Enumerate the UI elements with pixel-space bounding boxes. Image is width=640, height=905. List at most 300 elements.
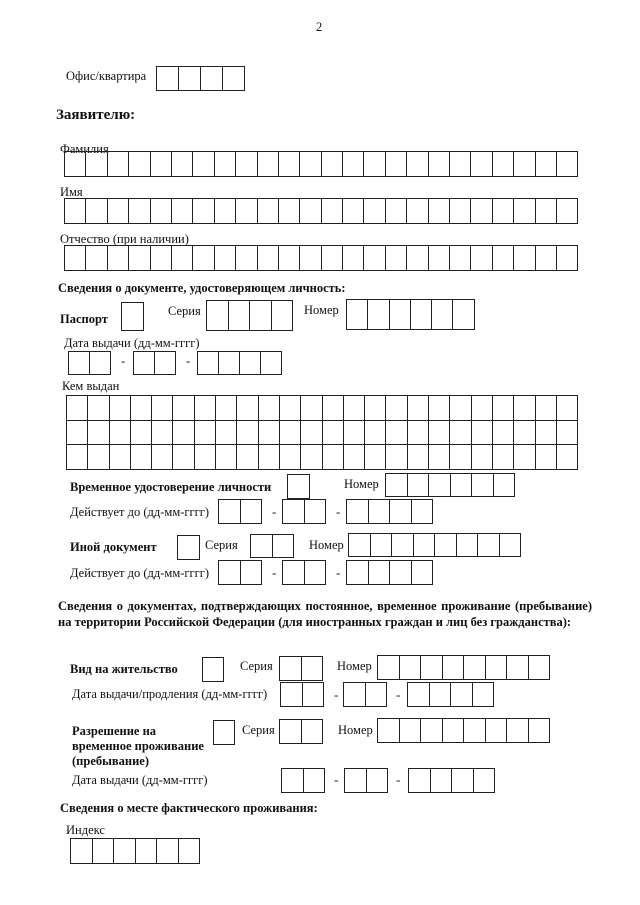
input-cell[interactable] — [201, 67, 223, 91]
input-cell[interactable] — [152, 421, 173, 446]
input-cell[interactable] — [323, 445, 344, 470]
input-cell[interactable] — [152, 396, 173, 421]
input-cell[interactable] — [408, 421, 429, 446]
input-cell[interactable] — [431, 769, 453, 793]
other-doc-checkbox[interactable] — [177, 535, 200, 560]
input-cell[interactable] — [304, 769, 326, 793]
input-cell[interactable] — [300, 152, 321, 177]
input-cell[interactable] — [464, 719, 486, 743]
input-cell[interactable] — [300, 246, 321, 271]
input-cell[interactable] — [347, 561, 369, 585]
input-cell[interactable] — [344, 396, 365, 421]
input-cell[interactable] — [529, 719, 551, 743]
input-cell[interactable] — [88, 396, 109, 421]
input-cell[interactable] — [258, 246, 279, 271]
page-number: 2 — [316, 20, 323, 34]
input-cell[interactable] — [407, 246, 428, 271]
input-cell[interactable] — [344, 445, 365, 470]
input-cell[interactable] — [429, 152, 450, 177]
input-cell[interactable] — [478, 534, 500, 557]
input-cell[interactable] — [301, 445, 322, 470]
input-cell[interactable] — [193, 199, 214, 224]
input-cell[interactable] — [129, 199, 150, 224]
temp-residence-date-day[interactable] — [281, 768, 325, 793]
input-cell[interactable] — [90, 352, 111, 375]
input-cell[interactable] — [421, 656, 443, 680]
input-cell[interactable] — [365, 396, 386, 421]
input-cell[interactable] — [364, 199, 385, 224]
residence-permit-date-year[interactable] — [407, 682, 494, 707]
input-cell[interactable] — [216, 396, 237, 421]
input-cell[interactable] — [195, 421, 216, 446]
input-cell[interactable] — [386, 474, 408, 497]
input-cell[interactable] — [557, 246, 578, 271]
input-cell[interactable] — [282, 769, 304, 793]
input-cell[interactable] — [110, 445, 131, 470]
input-cell[interactable] — [386, 396, 407, 421]
input-cell[interactable] — [493, 199, 514, 224]
input-cell[interactable] — [514, 246, 535, 271]
input-cell[interactable] — [414, 534, 436, 557]
input-cell[interactable] — [323, 396, 344, 421]
input-cell[interactable] — [261, 352, 282, 375]
input-cell[interactable] — [301, 421, 322, 446]
input-cell[interactable] — [216, 445, 237, 470]
input-cell[interactable] — [129, 152, 150, 177]
index-input[interactable] — [70, 838, 200, 864]
input-cell[interactable] — [386, 199, 407, 224]
input-cell[interactable] — [536, 246, 557, 271]
other-doc-series-input[interactable] — [250, 534, 294, 558]
input-cell[interactable] — [378, 719, 400, 743]
id-doc-heading: Сведения о документе, удостоверяющем личность: — [58, 281, 346, 295]
input-cell[interactable] — [157, 67, 179, 91]
input-cell[interactable] — [237, 445, 258, 470]
input-cell[interactable] — [366, 683, 388, 707]
input-cell[interactable] — [557, 152, 578, 177]
input-cell[interactable] — [471, 199, 492, 224]
input-cell[interactable] — [536, 421, 557, 446]
input-cell[interactable] — [229, 301, 251, 331]
input-cell[interactable] — [122, 303, 144, 331]
input-cell[interactable] — [529, 656, 551, 680]
input-cell[interactable] — [407, 152, 428, 177]
input-cell[interactable] — [343, 199, 364, 224]
input-cell[interactable] — [279, 152, 300, 177]
input-cell[interactable] — [241, 500, 263, 524]
input-cell[interactable] — [400, 719, 422, 743]
input-cell[interactable] — [378, 656, 400, 680]
input-cell[interactable] — [67, 396, 88, 421]
passport-label: Паспорт — [60, 312, 108, 326]
input-cell[interactable] — [280, 421, 301, 446]
residence-permit-number-input[interactable] — [377, 655, 550, 680]
input-cell[interactable] — [429, 199, 450, 224]
input-cell[interactable] — [110, 396, 131, 421]
passport-series-input[interactable] — [206, 300, 293, 331]
input-cell[interactable] — [65, 246, 86, 271]
input-cell[interactable] — [173, 445, 194, 470]
temp-residence-date-month[interactable] — [344, 768, 388, 793]
input-cell[interactable] — [429, 396, 450, 421]
input-cell[interactable] — [215, 199, 236, 224]
input-cell[interactable] — [259, 421, 280, 446]
input-cell[interactable] — [344, 683, 366, 707]
input-cell[interactable] — [412, 561, 434, 585]
input-cell[interactable] — [203, 658, 224, 682]
input-cell[interactable] — [392, 534, 414, 557]
input-cell[interactable] — [151, 199, 172, 224]
input-cell[interactable] — [280, 396, 301, 421]
input-cell[interactable] — [258, 152, 279, 177]
input-cell[interactable] — [493, 246, 514, 271]
input-cell[interactable] — [273, 535, 295, 558]
input-cell[interactable] — [302, 720, 324, 744]
input-cell[interactable] — [131, 445, 152, 470]
input-cell[interactable] — [172, 152, 193, 177]
input-cell[interactable] — [236, 246, 257, 271]
input-cell[interactable] — [472, 474, 494, 497]
input-cell[interactable] — [369, 500, 391, 524]
input-cell[interactable] — [281, 683, 303, 707]
name-label: Имя — [60, 185, 83, 199]
temp-id-valid-day[interactable] — [218, 499, 262, 524]
input-cell[interactable] — [443, 719, 465, 743]
input-cell[interactable] — [429, 445, 450, 470]
input-cell[interactable] — [215, 152, 236, 177]
input-cell[interactable] — [279, 199, 300, 224]
input-cell[interactable] — [457, 534, 479, 557]
input-cell[interactable] — [452, 769, 474, 793]
input-cell[interactable] — [408, 683, 430, 707]
input-cell[interactable] — [131, 421, 152, 446]
input-cell[interactable] — [471, 246, 492, 271]
issued-by-input[interactable] — [66, 395, 578, 470]
input-cell[interactable] — [305, 561, 327, 585]
temp-residence-series-input[interactable] — [279, 719, 323, 744]
input-cell[interactable] — [412, 500, 434, 524]
input-cell[interactable] — [88, 445, 109, 470]
input-cell[interactable] — [386, 445, 407, 470]
input-cell[interactable] — [250, 301, 272, 331]
input-cell[interactable] — [86, 152, 107, 177]
input-cell[interactable] — [364, 152, 385, 177]
input-cell[interactable] — [67, 445, 88, 470]
input-cell[interactable] — [500, 534, 522, 557]
input-cell[interactable] — [347, 300, 368, 330]
input-cell[interactable] — [429, 474, 451, 497]
residence-permit-label: Вид на жительство — [70, 662, 178, 676]
residence-permit-checkbox[interactable] — [202, 657, 224, 682]
input-cell[interactable] — [408, 396, 429, 421]
input-cell[interactable] — [288, 475, 310, 499]
input-cell[interactable] — [172, 199, 193, 224]
input-cell[interactable] — [408, 474, 430, 497]
input-cell[interactable] — [514, 421, 535, 446]
input-cell[interactable] — [386, 421, 407, 446]
name-input[interactable] — [64, 198, 578, 224]
input-cell[interactable] — [322, 246, 343, 271]
input-cell[interactable] — [486, 719, 508, 743]
residence-permit-date-day[interactable] — [280, 682, 324, 707]
input-cell[interactable] — [514, 396, 535, 421]
input-cell[interactable] — [323, 421, 344, 446]
input-cell[interactable] — [371, 534, 393, 557]
input-cell[interactable] — [430, 683, 452, 707]
input-cell[interactable] — [152, 445, 173, 470]
input-cell[interactable] — [280, 657, 302, 681]
input-cell[interactable] — [173, 421, 194, 446]
input-cell[interactable] — [88, 421, 109, 446]
input-cell[interactable] — [302, 657, 324, 681]
input-cell[interactable] — [272, 301, 294, 331]
input-cell[interactable] — [71, 839, 93, 864]
temp-residence-number-input[interactable] — [377, 718, 550, 743]
residence-permit-series-label: Серия — [240, 659, 273, 673]
input-cell[interactable] — [131, 396, 152, 421]
input-cell[interactable] — [134, 352, 155, 375]
input-cell[interactable] — [451, 683, 473, 707]
input-cell[interactable] — [507, 656, 529, 680]
input-cell[interactable] — [172, 246, 193, 271]
input-cell[interactable] — [493, 445, 514, 470]
input-cell[interactable] — [536, 445, 557, 470]
input-cell[interactable] — [86, 199, 107, 224]
issue-date-day[interactable] — [68, 351, 111, 375]
input-cell[interactable] — [108, 199, 129, 224]
other-doc-valid-year[interactable] — [346, 560, 433, 585]
input-cell[interactable] — [300, 199, 321, 224]
input-cell[interactable] — [408, 445, 429, 470]
temp-residence-date-year[interactable] — [408, 768, 495, 793]
input-cell[interactable] — [108, 152, 129, 177]
temp-id-checkbox[interactable] — [287, 474, 310, 499]
temp-residence-checkbox[interactable] — [213, 720, 235, 745]
input-cell[interactable] — [557, 396, 578, 421]
input-cell[interactable] — [349, 534, 371, 557]
input-cell[interactable] — [450, 246, 471, 271]
input-cell[interactable] — [364, 246, 385, 271]
temp-id-number-input[interactable] — [385, 473, 515, 497]
input-cell[interactable] — [514, 445, 535, 470]
input-cell[interactable] — [450, 445, 471, 470]
input-cell[interactable] — [345, 769, 367, 793]
input-cell[interactable] — [280, 720, 302, 744]
input-cell[interactable] — [472, 421, 493, 446]
temp-residence-label-line-3: (пребывание) — [72, 754, 149, 768]
input-cell[interactable] — [219, 500, 241, 524]
issue-date-month[interactable] — [133, 351, 176, 375]
input-cell[interactable] — [207, 301, 229, 331]
input-cell[interactable] — [258, 199, 279, 224]
input-cell[interactable] — [214, 721, 235, 745]
input-cell[interactable] — [129, 246, 150, 271]
input-cell[interactable] — [365, 421, 386, 446]
input-cell[interactable] — [193, 246, 214, 271]
input-cell[interactable] — [86, 246, 107, 271]
input-cell[interactable] — [390, 300, 411, 330]
input-cell[interactable] — [409, 769, 431, 793]
input-cell[interactable] — [237, 421, 258, 446]
input-cell[interactable] — [173, 396, 194, 421]
input-cell[interactable] — [451, 474, 473, 497]
input-cell[interactable] — [390, 500, 412, 524]
input-cell[interactable] — [237, 396, 258, 421]
input-cell[interactable] — [390, 561, 412, 585]
input-cell[interactable] — [136, 839, 158, 864]
input-cell[interactable] — [450, 199, 471, 224]
input-cell[interactable] — [493, 421, 514, 446]
input-cell[interactable] — [223, 67, 245, 91]
input-cell[interactable] — [67, 421, 88, 446]
input-cell[interactable] — [259, 445, 280, 470]
other-doc-number-label: Номер — [309, 538, 344, 552]
input-cell[interactable] — [110, 421, 131, 446]
input-cell[interactable] — [215, 246, 236, 271]
input-cell[interactable] — [369, 561, 391, 585]
input-cell[interactable] — [303, 683, 325, 707]
temp-id-valid-month[interactable] — [282, 499, 326, 524]
input-cell[interactable] — [464, 656, 486, 680]
input-cell[interactable] — [486, 656, 508, 680]
other-doc-label: Иной документ — [70, 540, 157, 554]
input-cell[interactable] — [240, 352, 261, 375]
index-label: Индекс — [66, 823, 105, 837]
input-cell[interactable] — [400, 656, 422, 680]
input-cell[interactable] — [65, 199, 86, 224]
input-cell[interactable] — [157, 839, 179, 864]
input-cell[interactable] — [241, 561, 263, 585]
input-cell[interactable] — [343, 152, 364, 177]
input-cell[interactable] — [322, 199, 343, 224]
input-cell[interactable] — [536, 396, 557, 421]
input-cell[interactable] — [69, 352, 90, 375]
input-cell[interactable] — [280, 445, 301, 470]
input-cell[interactable] — [114, 839, 136, 864]
input-cell[interactable] — [283, 561, 305, 585]
input-cell[interactable] — [429, 246, 450, 271]
input-cell[interactable] — [472, 445, 493, 470]
input-cell[interactable] — [283, 500, 305, 524]
input-cell[interactable] — [514, 152, 535, 177]
passport-number-input[interactable] — [346, 299, 475, 330]
other-doc-valid-month[interactable] — [282, 560, 326, 585]
input-cell[interactable] — [179, 67, 201, 91]
input-cell[interactable] — [195, 445, 216, 470]
input-cell[interactable] — [179, 839, 201, 864]
input-cell[interactable] — [151, 246, 172, 271]
input-cell[interactable] — [411, 300, 432, 330]
input-cell[interactable] — [450, 396, 471, 421]
input-cell[interactable] — [474, 769, 496, 793]
office-input[interactable] — [156, 66, 245, 91]
input-cell[interactable] — [507, 719, 529, 743]
input-cell[interactable] — [322, 152, 343, 177]
input-cell[interactable] — [65, 152, 86, 177]
input-cell[interactable] — [198, 352, 219, 375]
residence-permit-date-month[interactable] — [343, 682, 387, 707]
input-cell[interactable] — [108, 246, 129, 271]
input-cell[interactable] — [236, 199, 257, 224]
input-cell[interactable] — [421, 719, 443, 743]
input-cell[interactable] — [493, 152, 514, 177]
input-cell[interactable] — [301, 396, 322, 421]
input-cell[interactable] — [435, 534, 457, 557]
other-doc-number-input[interactable] — [348, 533, 521, 557]
input-cell[interactable] — [193, 152, 214, 177]
input-cell[interactable] — [557, 199, 578, 224]
other-doc-valid-label: Действует до (дд-мм-гггг) — [70, 566, 210, 580]
input-cell[interactable] — [536, 199, 557, 224]
residence-permit-series-input[interactable] — [279, 656, 323, 681]
input-cell[interactable] — [259, 396, 280, 421]
temp-id-label: Временное удостоверение личности — [70, 480, 272, 494]
input-cell[interactable] — [453, 300, 474, 330]
other-doc-valid-day[interactable] — [218, 560, 262, 585]
input-cell[interactable] — [429, 421, 450, 446]
input-cell[interactable] — [367, 769, 389, 793]
input-cell[interactable] — [219, 352, 240, 375]
date-separator: - — [336, 565, 341, 580]
input-cell[interactable] — [473, 683, 495, 707]
input-cell[interactable] — [407, 199, 428, 224]
input-cell[interactable] — [386, 152, 407, 177]
input-cell[interactable] — [279, 246, 300, 271]
passport-checkbox[interactable] — [121, 302, 144, 331]
input-cell[interactable] — [195, 396, 216, 421]
temp-id-valid-year[interactable] — [346, 499, 433, 524]
input-cell[interactable] — [305, 500, 327, 524]
input-cell[interactable] — [343, 246, 364, 271]
input-cell[interactable] — [219, 561, 241, 585]
input-cell[interactable] — [471, 152, 492, 177]
input-cell[interactable] — [368, 300, 389, 330]
input-cell[interactable] — [472, 396, 493, 421]
input-cell[interactable] — [557, 421, 578, 446]
input-cell[interactable] — [514, 199, 535, 224]
input-cell[interactable] — [557, 445, 578, 470]
input-cell[interactable] — [365, 445, 386, 470]
input-cell[interactable] — [493, 396, 514, 421]
input-cell[interactable] — [178, 536, 200, 560]
date-separator: - — [396, 687, 401, 702]
issue-date-year[interactable] — [197, 351, 282, 375]
residence-permit-date-label: Дата выдачи/продления (дд-мм-гггг) — [72, 687, 268, 701]
input-cell[interactable] — [494, 474, 516, 497]
date-separator: - — [336, 504, 341, 519]
input-cell[interactable] — [450, 421, 471, 446]
surname-input[interactable] — [64, 151, 578, 177]
patronymic-input[interactable] — [64, 245, 578, 271]
input-cell[interactable] — [536, 152, 557, 177]
input-cell[interactable] — [93, 839, 115, 864]
input-cell[interactable] — [155, 352, 176, 375]
input-cell[interactable] — [386, 246, 407, 271]
input-cell[interactable] — [443, 656, 465, 680]
date-separator: - — [272, 565, 277, 580]
input-cell[interactable] — [251, 535, 273, 558]
input-cell[interactable] — [344, 421, 365, 446]
input-cell[interactable] — [151, 152, 172, 177]
input-cell[interactable] — [347, 500, 369, 524]
input-cell[interactable] — [236, 152, 257, 177]
actual-residence-heading: Сведения о месте фактического проживания: — [60, 801, 318, 815]
input-cell[interactable] — [216, 421, 237, 446]
input-cell[interactable] — [432, 300, 453, 330]
residence-docs-heading: Сведения о документах, подтверждающих постоянное, временное проживание (пребывание) на территории Российской Федерации (для иностранных граждан и лиц без гражданства): — [58, 599, 592, 629]
input-cell[interactable] — [450, 152, 471, 177]
date-separator: - — [186, 353, 191, 368]
